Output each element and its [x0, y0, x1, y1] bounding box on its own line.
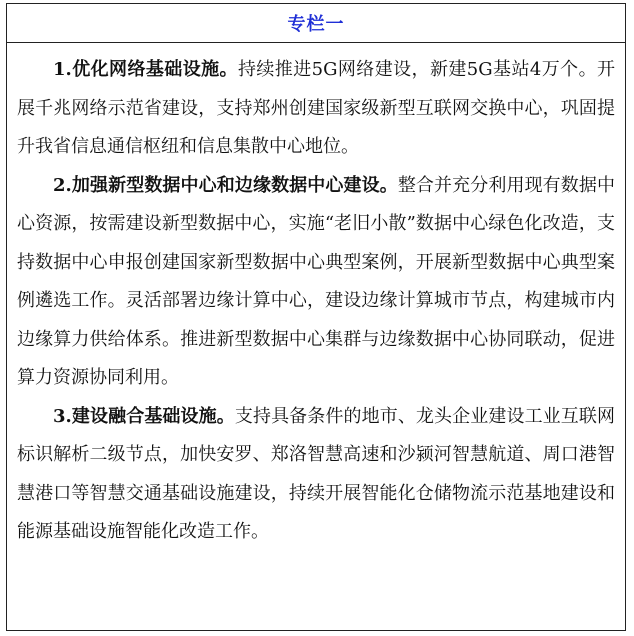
item-paragraph-1	[17, 51, 615, 167]
item-body-2: 整合并充分利用现有数据中心资源，按需建设新型数据中心，实施“老旧小散”数据中心绿色化改造，支持数据中心申报创建国家新型数据中心典型案例，开展新型数据中心典型案例遴选工作。灵活部署边缘计算中心，建设边缘计算城市节点，构建城市内边缘算力供给体系。推进新型数据中心集群与边缘数据中心协同联动，促进算力资源协同利用。	[17, 174, 616, 388]
column-body	[7, 43, 625, 552]
item-paragraph-2	[17, 167, 615, 398]
item-lead-2: 2.加强新型数据中心和边缘数据中心建设。	[53, 174, 398, 196]
item-body-1: 持续推进5G网络建设，新建5G基站4万个。开展千兆网络示范省建设，支持郑州创建国家级新型互联网交换中心，巩固提升我省信息通信枢纽和信息集散中心地位。	[17, 59, 615, 157]
item-body-3: 支持具备条件的地市、龙头企业建设工业互联网标识解析二级节点，加快安罗、郑洛智慧高速和沙颍河智慧航道、周口港智慧港口等智慧交通基础设施建设，持续开展智能化仓储物流示范基地建设和能源基础设施智能化改造工作。	[17, 405, 615, 542]
item-paragraph-3	[17, 398, 615, 552]
column-box	[6, 3, 626, 631]
item-lead-3: 3.建设融合基础设施。	[53, 405, 235, 427]
column-header	[7, 4, 625, 43]
column-title: 专栏一	[287, 14, 345, 35]
item-lead-1: 1.优化网络基础设施。	[53, 59, 238, 80]
